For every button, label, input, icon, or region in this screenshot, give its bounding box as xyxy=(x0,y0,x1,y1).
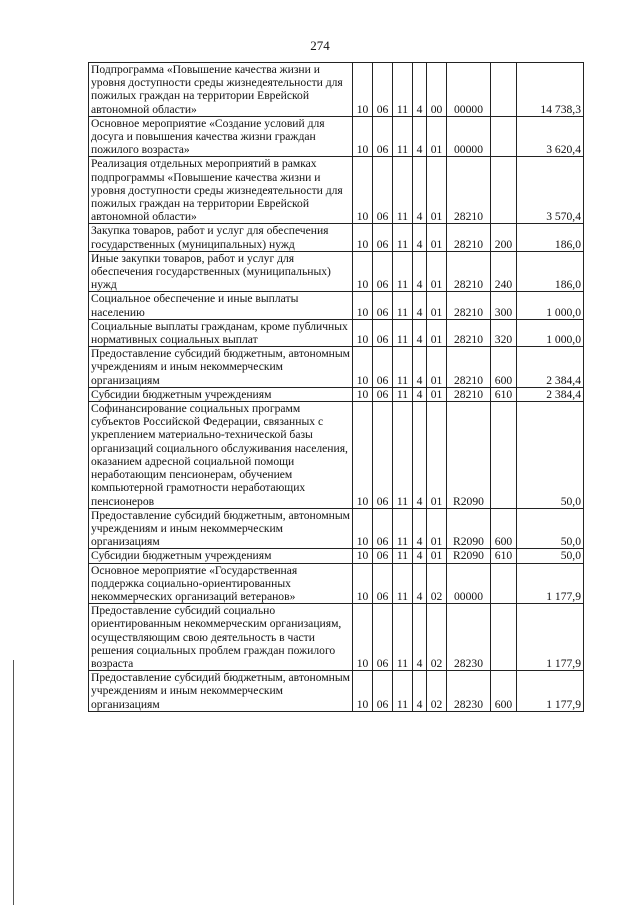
table-row xyxy=(89,402,584,509)
subsection-code-cell: 06 xyxy=(373,157,393,224)
table-row xyxy=(89,347,584,388)
subsection-code-cell: 06 xyxy=(373,347,393,388)
table-row xyxy=(89,671,584,712)
amount-cell: 50,0 xyxy=(517,549,584,563)
expense-type-cell xyxy=(491,63,517,117)
subprogram-code-cell: 4 xyxy=(413,508,427,549)
section-code-cell: 10 xyxy=(353,292,373,319)
direction-code-cell: R2090 xyxy=(447,508,491,549)
event-code-cell: 01 xyxy=(427,347,447,388)
subsection-code-cell: 06 xyxy=(373,292,393,319)
row-name-cell: Социальное обеспечение и иные выплаты населению xyxy=(89,292,353,319)
expense-type-cell xyxy=(491,604,517,671)
subsection-code-cell: 06 xyxy=(373,508,393,549)
direction-code-cell: 28210 xyxy=(447,347,491,388)
event-code-cell: 00 xyxy=(427,63,447,117)
row-name-cell: Основное мероприятие «Государственная поддержка социально-ориентированных некоммерческих организаций ветеранов» xyxy=(89,563,353,604)
expense-type-cell xyxy=(491,157,517,224)
program-code-cell: 11 xyxy=(393,251,413,292)
section-code-cell: 10 xyxy=(353,549,373,563)
section-code-cell: 10 xyxy=(353,387,373,401)
amount-cell: 186,0 xyxy=(517,251,584,292)
expense-type-cell: 240 xyxy=(491,251,517,292)
row-name-cell: Субсидии бюджетным учреждениям xyxy=(89,387,353,401)
program-code-cell: 11 xyxy=(393,347,413,388)
subprogram-code-cell: 4 xyxy=(413,549,427,563)
event-code-cell: 01 xyxy=(427,402,447,509)
direction-code-cell: 00000 xyxy=(447,63,491,117)
direction-code-cell: 28230 xyxy=(447,604,491,671)
direction-code-cell: 28210 xyxy=(447,387,491,401)
expense-type-cell: 200 xyxy=(491,224,517,251)
direction-code-cell: 00000 xyxy=(447,116,491,157)
program-code-cell: 11 xyxy=(393,387,413,401)
row-name-cell: Подпрограмма «Повышение качества жизни и уровня доступности среды жизнедеятельности для пожилых граждан на территории Еврейской автономной области» xyxy=(89,63,353,117)
subprogram-code-cell: 4 xyxy=(413,402,427,509)
program-code-cell: 11 xyxy=(393,63,413,117)
section-code-cell: 10 xyxy=(353,604,373,671)
program-code-cell: 11 xyxy=(393,157,413,224)
table-row xyxy=(89,387,584,401)
expense-type-cell: 600 xyxy=(491,671,517,712)
subprogram-code-cell: 4 xyxy=(413,387,427,401)
subprogram-code-cell: 4 xyxy=(413,116,427,157)
subsection-code-cell: 06 xyxy=(373,402,393,509)
program-code-cell: 11 xyxy=(393,671,413,712)
row-name-cell: Предоставление субсидий бюджетным, автономным учреждениям и иным некоммерческим организациям xyxy=(89,671,353,712)
direction-code-cell: 28210 xyxy=(447,157,491,224)
amount-cell: 1 177,9 xyxy=(517,563,584,604)
event-code-cell: 02 xyxy=(427,671,447,712)
budget-table xyxy=(88,62,584,712)
direction-code-cell: 28210 xyxy=(447,292,491,319)
row-name-cell: Софинансирование социальных программ субъектов Российской Федерации, связанных с укреплением материально-технической базы организаций социального обслуживания населения, оказанием адресной социальной помощи неработающим пенсионерам, обучением компьютерной грамотности неработающих пенсионеров xyxy=(89,402,353,509)
row-name-cell: Предоставление субсидий социально ориентированным некоммерческим организациям, осуществляющим свою деятельность в части решения социальных проблем граждан пожилого возраста xyxy=(89,604,353,671)
subprogram-code-cell: 4 xyxy=(413,319,427,346)
event-code-cell: 01 xyxy=(427,319,447,346)
amount-cell: 3 620,4 xyxy=(517,116,584,157)
subsection-code-cell: 06 xyxy=(373,251,393,292)
subprogram-code-cell: 4 xyxy=(413,563,427,604)
program-code-cell: 11 xyxy=(393,604,413,671)
row-name-cell: Предоставление субсидий бюджетным, автономным учреждениям и иным некоммерческим организациям xyxy=(89,508,353,549)
section-code-cell: 10 xyxy=(353,347,373,388)
subprogram-code-cell: 4 xyxy=(413,157,427,224)
table-row xyxy=(89,604,584,671)
section-code-cell: 10 xyxy=(353,116,373,157)
row-name-cell: Реализация отдельных мероприятий в рамках подпрограммы «Повышение качества жизни и уровня доступности среды жизнедеятельности для пожилых граждан на территории Еврейской автономной области» xyxy=(89,157,353,224)
expense-type-cell: 300 xyxy=(491,292,517,319)
direction-code-cell: 28210 xyxy=(447,319,491,346)
subsection-code-cell: 06 xyxy=(373,224,393,251)
amount-cell: 50,0 xyxy=(517,402,584,509)
program-code-cell: 11 xyxy=(393,292,413,319)
event-code-cell: 01 xyxy=(427,292,447,319)
event-code-cell: 02 xyxy=(427,563,447,604)
direction-code-cell: 28210 xyxy=(447,251,491,292)
event-code-cell: 02 xyxy=(427,604,447,671)
expense-type-cell: 600 xyxy=(491,508,517,549)
amount-cell: 2 384,4 xyxy=(517,387,584,401)
amount-cell: 1 000,0 xyxy=(517,319,584,346)
amount-cell: 1 177,9 xyxy=(517,604,584,671)
direction-code-cell: 00000 xyxy=(447,563,491,604)
table-row xyxy=(89,224,584,251)
subprogram-code-cell: 4 xyxy=(413,292,427,319)
event-code-cell: 01 xyxy=(427,157,447,224)
table-row xyxy=(89,508,584,549)
event-code-cell: 01 xyxy=(427,508,447,549)
section-code-cell: 10 xyxy=(353,63,373,117)
table-row xyxy=(89,292,584,319)
row-name-cell: Основное мероприятие «Создание условий для досуга и повышения качества жизни граждан пожилого возраста» xyxy=(89,116,353,157)
expense-type-cell: 610 xyxy=(491,387,517,401)
subsection-code-cell: 06 xyxy=(373,549,393,563)
direction-code-cell: 28230 xyxy=(447,671,491,712)
section-code-cell: 10 xyxy=(353,319,373,346)
event-code-cell: 01 xyxy=(427,549,447,563)
program-code-cell: 11 xyxy=(393,402,413,509)
section-code-cell: 10 xyxy=(353,251,373,292)
event-code-cell: 01 xyxy=(427,224,447,251)
table-row xyxy=(89,63,584,117)
row-name-cell: Субсидии бюджетным учреждениям xyxy=(89,549,353,563)
table-row xyxy=(89,319,584,346)
row-name-cell: Закупка товаров, работ и услуг для обеспечения государственных (муниципальных) нужд xyxy=(89,224,353,251)
row-name-cell: Предоставление субсидий бюджетным, автономным учреждениям и иным некоммерческим организациям xyxy=(89,347,353,388)
program-code-cell: 11 xyxy=(393,508,413,549)
subsection-code-cell: 06 xyxy=(373,116,393,157)
subprogram-code-cell: 4 xyxy=(413,63,427,117)
expense-type-cell: 610 xyxy=(491,549,517,563)
expense-type-cell: 600 xyxy=(491,347,517,388)
section-code-cell: 10 xyxy=(353,157,373,224)
amount-cell: 50,0 xyxy=(517,508,584,549)
subprogram-code-cell: 4 xyxy=(413,604,427,671)
direction-code-cell: 28210 xyxy=(447,224,491,251)
amount-cell: 2 384,4 xyxy=(517,347,584,388)
subsection-code-cell: 06 xyxy=(373,387,393,401)
section-code-cell: 10 xyxy=(353,508,373,549)
row-name-cell: Социальные выплаты гражданам, кроме публичных нормативных социальных выплат xyxy=(89,319,353,346)
page-number: 274 xyxy=(310,38,330,53)
section-code-cell: 10 xyxy=(353,402,373,509)
subsection-code-cell: 06 xyxy=(373,319,393,346)
direction-code-cell: R2090 xyxy=(447,549,491,563)
amount-cell: 3 570,4 xyxy=(517,157,584,224)
amount-cell: 14 738,3 xyxy=(517,63,584,117)
amount-cell: 1 177,9 xyxy=(517,671,584,712)
subsection-code-cell: 06 xyxy=(373,604,393,671)
direction-code-cell: R2090 xyxy=(447,402,491,509)
section-code-cell: 10 xyxy=(353,224,373,251)
program-code-cell: 11 xyxy=(393,319,413,346)
expense-type-cell xyxy=(491,402,517,509)
subprogram-code-cell: 4 xyxy=(413,347,427,388)
program-code-cell: 11 xyxy=(393,549,413,563)
section-code-cell: 10 xyxy=(353,671,373,712)
table-row xyxy=(89,549,584,563)
table-body xyxy=(89,63,584,712)
amount-cell: 186,0 xyxy=(517,224,584,251)
program-code-cell: 11 xyxy=(393,116,413,157)
expense-type-cell xyxy=(491,116,517,157)
subprogram-code-cell: 4 xyxy=(413,251,427,292)
program-code-cell: 11 xyxy=(393,563,413,604)
section-code-cell: 10 xyxy=(353,563,373,604)
amount-cell: 1 000,0 xyxy=(517,292,584,319)
expense-type-cell xyxy=(491,563,517,604)
margin-line xyxy=(13,660,14,905)
event-code-cell: 01 xyxy=(427,116,447,157)
subprogram-code-cell: 4 xyxy=(413,224,427,251)
program-code-cell: 11 xyxy=(393,224,413,251)
subsection-code-cell: 06 xyxy=(373,563,393,604)
event-code-cell: 01 xyxy=(427,251,447,292)
subsection-code-cell: 06 xyxy=(373,671,393,712)
table-row xyxy=(89,116,584,157)
row-name-cell: Иные закупки товаров, работ и услуг для обеспечения государственных (муниципальных) нужд xyxy=(89,251,353,292)
expense-type-cell: 320 xyxy=(491,319,517,346)
table-row xyxy=(89,157,584,224)
table-row xyxy=(89,563,584,604)
subsection-code-cell: 06 xyxy=(373,63,393,117)
table-row xyxy=(89,251,584,292)
event-code-cell: 01 xyxy=(427,387,447,401)
subprogram-code-cell: 4 xyxy=(413,671,427,712)
